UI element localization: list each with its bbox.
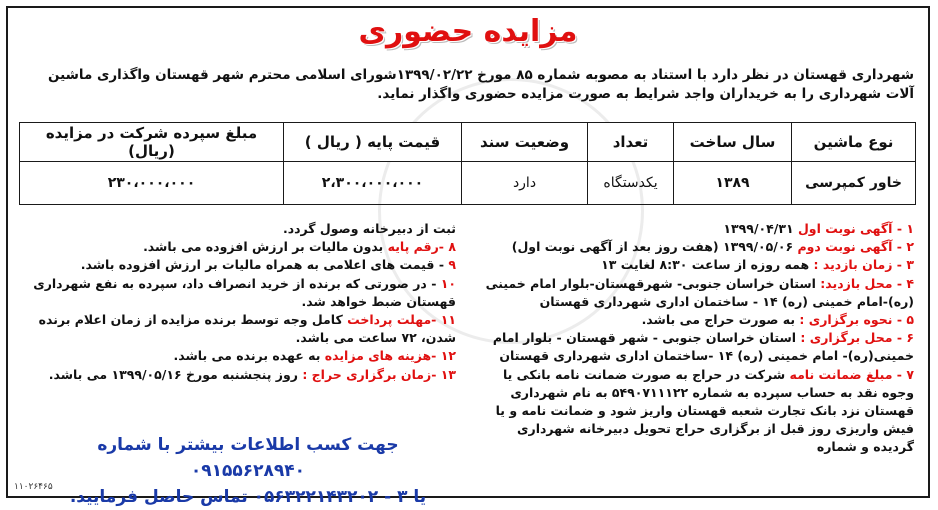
item-key: ۷ - مبلغ ضمانت نامه bbox=[789, 366, 914, 382]
item-text: به صورت حراج می باشد. bbox=[641, 312, 800, 328]
list-item bbox=[26, 220, 456, 238]
ad-code: ۱۱۰۲۶۴۶۵ bbox=[14, 482, 53, 492]
list-item bbox=[26, 238, 456, 256]
item-key: ۱۳ -زمان برگزاری حراج : bbox=[302, 366, 456, 382]
advertisement-frame bbox=[6, 6, 930, 507]
machine-table bbox=[19, 122, 916, 205]
contact-line-2: یا ۳ - ۰۵۶۳۲۲۱۴۳۲۰۲ تماس حاصل فرمایید. bbox=[69, 487, 427, 507]
header-count: تعداد bbox=[588, 123, 674, 162]
list-item bbox=[26, 311, 456, 347]
cell-base-price: ۲،۳۰۰،۰۰۰،۰۰۰ bbox=[284, 162, 462, 205]
item-text: شرکت در حراج به صورت ضمانت نامه بانکی یا وجوه نقد به حساب سپرده به شماره ۵۴۹۰۷۱۱۱۲۲ به نام شهرداری قهستان نزد بانک تجارت شعبه قهستان واریز شود و ضمانت نامه و یا فیش واریزی روز قبل از برگزاری حراج تحویل دبیرخانه شهرداری گردیده و شماره bbox=[495, 366, 914, 455]
header-year: سال ساخت bbox=[674, 123, 792, 162]
item-text: - در صورتی که برنده از خرید انصراف داد، سپرده به نفع شهرداری قهستان ضبط خواهد شد. bbox=[33, 275, 456, 309]
item-text: به عهده برنده می باشد. bbox=[173, 348, 325, 364]
list-item bbox=[472, 238, 914, 256]
item-key: ۴ - محل بازدید: bbox=[820, 275, 914, 291]
item-text: ۱۳۹۹/۰۴/۳۱ bbox=[723, 221, 798, 236]
item-key: ۱۱ -مهلت پرداخت bbox=[347, 312, 456, 328]
item-text: کامل وجه توسط برنده مزایده از زمان اعلام برنده شدن، ۷۲ ساعت می باشد. bbox=[38, 312, 456, 346]
item-text: ثبت از دبیرخانه وصول گردد. bbox=[282, 221, 456, 236]
item-text: بدون مالیات بر ارزش افزوده می باشد. bbox=[143, 239, 388, 255]
list-item bbox=[26, 275, 456, 311]
item-key: ۸ -رقم پایه bbox=[387, 239, 456, 255]
item-key: ۱ - آگهی نوبت اول bbox=[797, 221, 914, 236]
item-key: ۱۰ bbox=[440, 275, 456, 291]
item-key: ۲ - آگهی نوبت دوم bbox=[797, 239, 914, 255]
list-item bbox=[472, 329, 914, 365]
item-text: همه روزه از ساعت ۸:۳۰ لغایت ۱۳ bbox=[601, 257, 814, 273]
list-item bbox=[472, 275, 914, 311]
item-text: استان خراسان جنوبی- شهرقهستان-بلوار امام خمینی (ره)-امام خمینی (ره) ۱۴ - ساختمان اداری شهرداری قهستان bbox=[485, 275, 914, 309]
table-header-row bbox=[20, 123, 916, 162]
contact-info bbox=[48, 432, 448, 510]
list-item bbox=[26, 256, 456, 274]
list-item bbox=[26, 366, 456, 384]
list-item bbox=[26, 347, 456, 365]
header-deposit: مبلغ سپرده شرکت در مزایده (ریال) bbox=[20, 123, 284, 162]
item-key: ۳ - زمان بازدید : bbox=[813, 257, 914, 273]
ad-title: مزایده حضوری bbox=[358, 14, 578, 49]
contact-line-1: جهت کسب اطلاعات بیشتر با شماره ۰۹۱۵۵۶۲۸۹۴۰ bbox=[97, 435, 399, 481]
conditions-right-column bbox=[472, 220, 914, 457]
header-doc: وضعیت سند bbox=[462, 123, 588, 162]
cell-count: یکدستگاه bbox=[588, 162, 674, 205]
header-base-price: قیمت پایه ( ریال ) bbox=[284, 123, 462, 162]
item-key: ۶ - محل برگزاری : bbox=[800, 330, 914, 346]
table-row bbox=[20, 162, 916, 205]
list-item bbox=[472, 256, 914, 274]
list-item bbox=[472, 220, 914, 238]
intro-paragraph: شهرداری قهستان در نظر دارد با استناد به مصوبه شماره ۸۵ مورخ ۱۳۹۹/۰۲/۲۲شورای اسلامی محترم شهر قهستان واگذاری ماشین آلات شهرداری را به خریداران واجد شرایط به صورت مزایده حضوری واگذار نماید. bbox=[47, 67, 914, 102]
conditions-left-column bbox=[26, 220, 456, 384]
cell-doc: دارد bbox=[462, 162, 588, 205]
item-text: روز پنجشنبه مورخ ۱۳۹۹/۰۵/۱۶ می باشد. bbox=[48, 366, 303, 382]
item-text: ۱۳۹۹/۰۵/۰۶ (هفت روز بعد از آگهی نوبت اول) bbox=[511, 239, 798, 255]
cell-year: ۱۳۸۹ bbox=[674, 162, 792, 205]
list-item bbox=[472, 366, 914, 457]
item-text: - قیمت های اعلامی به همراه مالیات بر ارزش افزوده باشد. bbox=[80, 257, 449, 273]
cell-machine: خاور کمپرسی bbox=[792, 162, 916, 205]
item-key: ۵ - نحوه برگزاری : bbox=[799, 312, 914, 328]
list-item bbox=[472, 311, 914, 329]
header-machine: نوع ماشین bbox=[792, 123, 916, 162]
item-key: ۱۲ -هزینه های مزایده bbox=[324, 348, 456, 364]
item-key: ۹ bbox=[448, 257, 456, 273]
cell-deposit: ۲۳۰،۰۰۰،۰۰۰ bbox=[20, 162, 284, 205]
item-text: استان خراسان جنوبی - شهر قهستان - بلوار امام خمینی(ره)- امام خمینی (ره) ۱۴ -ساختمان اداری شهرداری قهستان bbox=[492, 330, 914, 364]
